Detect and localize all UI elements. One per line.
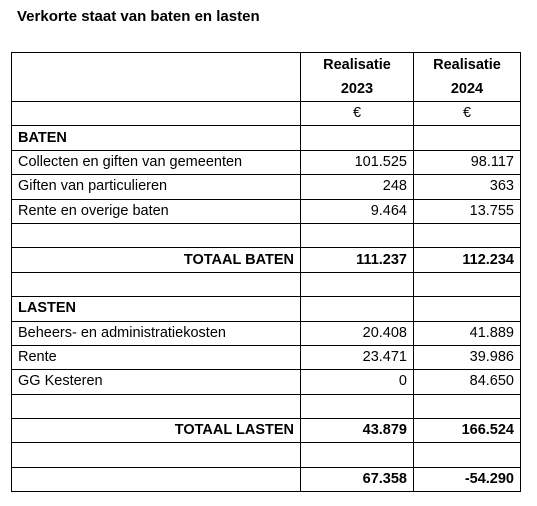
result-2023: 67.358 [301, 467, 414, 491]
section-label-baten: BATEN [12, 126, 301, 150]
header-empty-cell [12, 53, 301, 102]
value-2024: 39.986 [414, 345, 521, 369]
row-label: GG Kesteren [12, 370, 301, 394]
total-row-lasten [12, 419, 521, 443]
row-label: Beheers- en administratiekosten [12, 321, 301, 345]
value-2023: 23.471 [301, 345, 414, 369]
total-baten-2023: 111.237 [301, 248, 414, 272]
table-row [12, 321, 521, 345]
income-statement-table [11, 52, 521, 492]
value-2023: 0 [301, 370, 414, 394]
header-2023-line1: Realisatie [323, 57, 391, 73]
header-2024-line2: 2024 [450, 81, 484, 97]
empty-row [12, 223, 521, 247]
table-row [12, 345, 521, 369]
row-label: Collecten en giften van gemeenten [12, 150, 301, 174]
total-lasten-2024: 166.524 [414, 419, 521, 443]
empty-row [12, 394, 521, 418]
value-2023: 101.525 [301, 150, 414, 174]
result-row [12, 467, 521, 491]
header-realisatie-2024 [414, 53, 521, 102]
result-2024: -54.290 [414, 467, 521, 491]
empty-row [12, 443, 521, 467]
currency-2023: € [301, 102, 414, 126]
value-2024: 363 [414, 175, 521, 199]
total-label-lasten: TOTAAL LASTEN [12, 419, 301, 443]
table-row [12, 150, 521, 174]
value-2023: 9.464 [301, 199, 414, 223]
row-label: Rente [12, 345, 301, 369]
value-2024: 13.755 [414, 199, 521, 223]
header-2024-line1: Realisatie [433, 57, 501, 73]
total-label-baten: TOTAAL BATEN [12, 248, 301, 272]
total-lasten-2023: 43.879 [301, 419, 414, 443]
section-row-lasten [12, 297, 521, 321]
value-2023: 248 [301, 175, 414, 199]
currency-2024: € [414, 102, 521, 126]
value-2024: 41.889 [414, 321, 521, 345]
table-row [12, 199, 521, 223]
section-row-baten [12, 126, 521, 150]
row-label: Giften van particulieren [12, 175, 301, 199]
row-label: Rente en overige baten [12, 199, 301, 223]
section-label-lasten: LASTEN [12, 297, 301, 321]
table-header-row [12, 53, 521, 102]
value-2024: 84.650 [414, 370, 521, 394]
page-title: Verkorte staat van baten en lasten [17, 8, 260, 25]
table-row [12, 175, 521, 199]
total-row-baten [12, 248, 521, 272]
empty-row [12, 272, 521, 296]
table-row [12, 370, 521, 394]
currency-row [12, 102, 521, 126]
header-realisatie-2023 [301, 53, 414, 102]
value-2024: 98.117 [414, 150, 521, 174]
total-baten-2024: 112.234 [414, 248, 521, 272]
value-2023: 20.408 [301, 321, 414, 345]
header-2023-line2: 2023 [340, 81, 374, 97]
